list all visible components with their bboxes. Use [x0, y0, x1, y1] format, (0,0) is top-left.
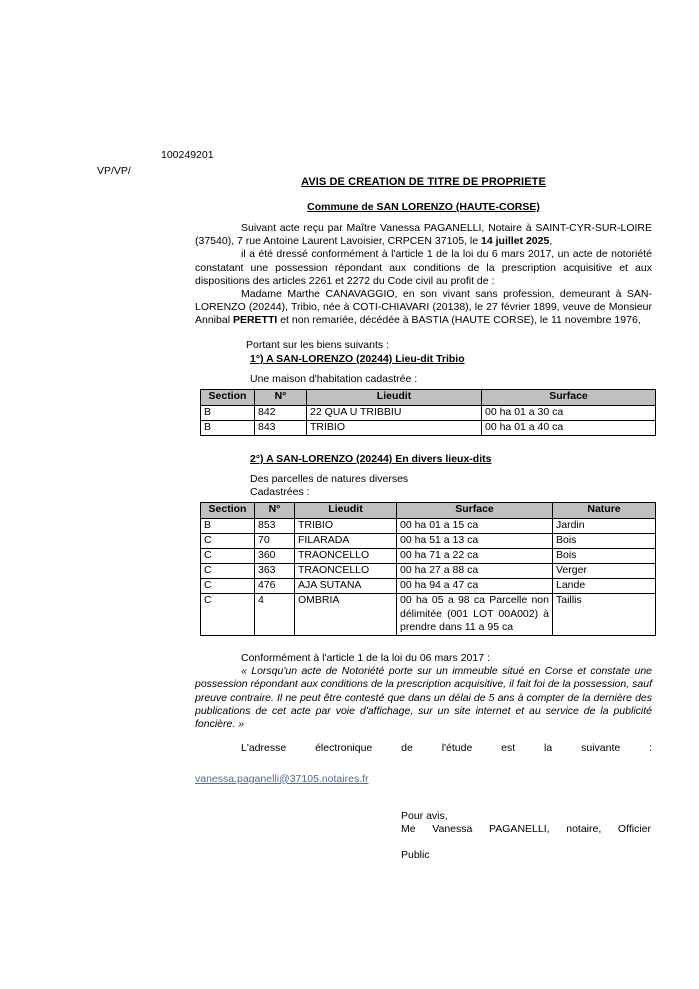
cell-lieudit: TRIBIO — [307, 421, 482, 436]
cell-lieudit: TRAONCELLO — [295, 549, 397, 564]
email-link[interactable]: vanessa.paganelli@37105.notaires.fr — [195, 772, 369, 785]
cell-surface: 00 ha 01 a 40 ca — [482, 421, 656, 436]
table-row — [201, 421, 656, 436]
cell-section: C — [201, 579, 255, 594]
table-row — [201, 519, 656, 534]
beneficiary-part2: et non remariée, décédée à BASTIA (HAUTE CORSE), le 11 novembre 1976, — [277, 314, 641, 327]
cell-surface: 00 ha 01 a 15 ca — [397, 519, 553, 534]
cell-number: 842 — [255, 406, 307, 421]
column-header-surface: Surface — [482, 390, 656, 406]
cell-surface: 00 ha 94 a 47 ca — [397, 579, 553, 594]
cell-number: 360 — [255, 549, 295, 564]
table-row — [201, 406, 656, 421]
beneficiary-husband-name: PERETTI — [232, 314, 278, 327]
portant-label: Portant sur les biens suivants : — [246, 338, 389, 351]
cell-surface: 00 ha 27 a 88 ca — [397, 564, 553, 579]
cell-nature: Bois — [553, 549, 656, 564]
section1-lead: Une maison d'habitation cadastrée : — [250, 372, 418, 385]
cell-number: 363 — [255, 564, 295, 579]
cell-number: 853 — [255, 519, 295, 534]
intro-text-part2: , — [549, 235, 553, 248]
column-header-lieudit: Lieudit — [307, 390, 482, 406]
cell-nature: Verger — [553, 564, 656, 579]
table-header-row — [201, 503, 656, 519]
beneficiary-paragraph — [195, 288, 652, 328]
cell-surface: 00 ha 01 a 30 ca — [482, 406, 656, 421]
cell-section: C — [201, 549, 255, 564]
cell-section: B — [201, 421, 255, 436]
cell-nature: Taillis — [553, 594, 656, 636]
column-header-lieudit: Lieudit — [295, 503, 397, 519]
table-row — [201, 564, 656, 579]
section2-lead-1: Des parcelles de natures diverses — [250, 473, 409, 486]
law-quote: « Lorsqu'un acte de Notoriété porte sur un immeuble situé en Corse et constate une possession répondant aux conditions de la prescription acquisitive, il fait foi de la possession, sauf preuve contraire. Il ne peut être contesté que dans un délai de 5 ans à compter de la dernière des publications de cet acte par voie d'affichage, sur un site internet et au service de la publicité foncière. » — [195, 665, 652, 731]
section2-heading: 2°) A SAN-LORENZO (20244) En divers lieux-dits — [250, 453, 492, 466]
section2-lead-2: Cadastrées : — [250, 486, 310, 499]
acte-paragraph: il a été dressé conformément à l'article 1 de la loi du 6 mars 2017, un acte de notoriété constatant une possession répondant aux conditions de la prescription acquisitive et aux dispositions des articles 2261 et 2272 du Code civil au profit de : — [195, 248, 652, 287]
cell-section: C — [201, 594, 255, 636]
cell-lieudit: FILARADA — [295, 534, 397, 549]
table-row — [201, 594, 656, 636]
commune-heading: Commune de SAN LORENZO (HAUTE-CORSE) — [307, 201, 540, 213]
cell-section: C — [201, 564, 255, 579]
column-header-section: Section — [201, 390, 255, 406]
cell-lieudit: TRAONCELLO — [295, 564, 397, 579]
cell-section: B — [201, 519, 255, 534]
table-row — [201, 549, 656, 564]
section2-table — [200, 502, 656, 636]
email-intro: L'adresse électronique de l'étude est la suivante : — [241, 742, 652, 755]
column-header-number: N° — [255, 390, 307, 406]
cell-number: 70 — [255, 534, 295, 549]
cell-lieudit: 22 QUA U TRIBBIU — [307, 406, 482, 421]
section1-table — [200, 389, 656, 436]
intro-paragraph — [195, 222, 652, 248]
cell-surface: 00 ha 71 a 22 ca — [397, 549, 553, 564]
cell-number: 4 — [255, 594, 295, 636]
cell-nature: Jardin — [553, 519, 656, 534]
cell-surface: 00 ha 51 a 13 ca — [397, 534, 553, 549]
cell-nature: Lande — [553, 579, 656, 594]
intro-text-part1: Suivant acte reçu par Maître Vanessa PAGANELLI, Notaire à SAINT-CYR-SUR-LOIRE (37540), 7 rue Antoine Laurent Lavoisier, CRPCEN 37105, le — [195, 222, 652, 248]
column-header-surface: Surface — [397, 503, 553, 519]
cell-section: C — [201, 534, 255, 549]
author-initials: VP/VP/ — [97, 165, 131, 177]
signature-block — [401, 810, 651, 863]
intro-date: 14 juillet 2025 — [481, 235, 550, 248]
signature-line-2: Me Vanessa PAGANELLI, notaire, Officier — [401, 822, 651, 835]
section1-heading: 1°) A SAN-LORENZO (20244) Lieu-dit Tribio — [250, 352, 465, 365]
page-title: AVIS DE CREATION DE TITRE DE PROPRIETE — [301, 176, 546, 188]
signature-line-1: Pour avis, — [401, 809, 448, 822]
signature-line-3: Public — [401, 849, 430, 862]
cell-number: 476 — [255, 579, 295, 594]
reference-number: 100249201 — [161, 149, 214, 161]
conformity-label: Conformément à l'article 1 de la loi du 06 mars 2017 : — [241, 652, 490, 665]
beneficiary-part1: Madame Marthe CANAVAGGIO, en son vivant sans profession, demeurant à SAN-LORENZO (20244), Tribio, née à COTI-CHIAVARI (20138), le 27 février 1899, veuve de Monsieur Annibal — [195, 288, 652, 327]
cell-number: 843 — [255, 421, 307, 436]
document-body — [195, 176, 652, 862]
cell-lieudit: AJA SUTANA — [295, 579, 397, 594]
table-row — [201, 534, 656, 549]
cell-section: B — [201, 406, 255, 421]
table-row — [201, 579, 656, 594]
cell-lieudit: OMBRIA — [295, 594, 397, 636]
column-header-nature: Nature — [553, 503, 656, 519]
cell-surface: 00 ha 05 a 98 ca Parcelle non délimitée (001 LOT 00A002) à prendre dans 11 a 95 ca — [397, 594, 553, 636]
cell-nature: Bois — [553, 534, 656, 549]
table-header-row — [201, 390, 656, 406]
column-header-section: Section — [201, 503, 255, 519]
cell-lieudit: TRIBIO — [295, 519, 397, 534]
column-header-number: N° — [255, 503, 295, 519]
